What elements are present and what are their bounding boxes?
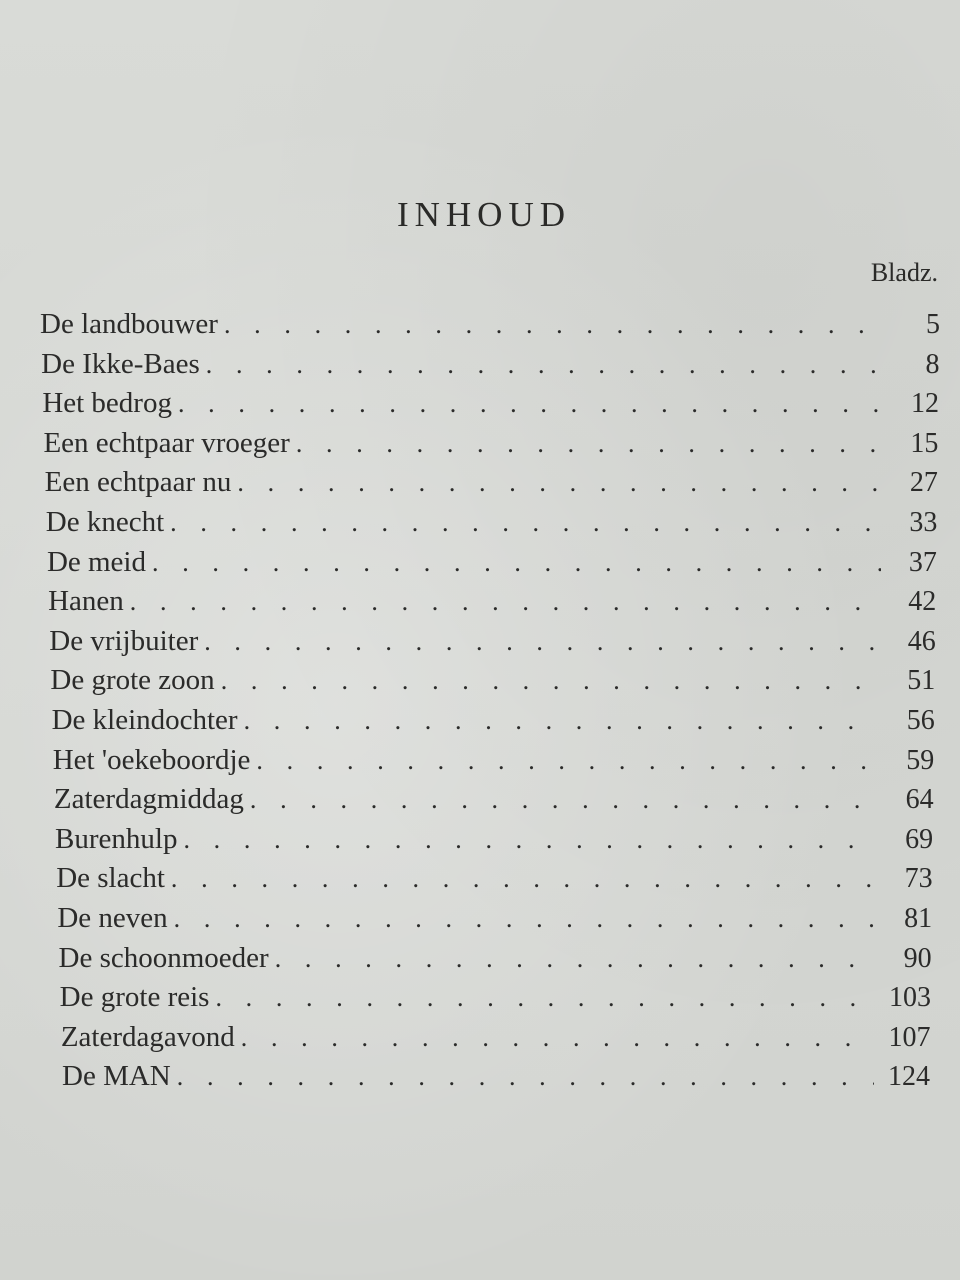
toc-entry [56, 862, 932, 902]
dot-leader [174, 904, 876, 934]
dot-leader [130, 587, 881, 617]
toc-entry-title: De knecht [45, 506, 165, 538]
toc-entry [62, 1060, 930, 1100]
toc-entry-title: Zaterdagmiddag [53, 783, 244, 816]
toc-entry [49, 625, 936, 665]
dot-leader [204, 627, 880, 657]
toc-entry [41, 348, 939, 388]
toc-entry [53, 744, 934, 784]
toc-entry-page: 5 [926, 309, 940, 340]
toc-entry-title: Hanen [48, 585, 124, 618]
dot-leader [256, 746, 878, 776]
dot-leader [224, 310, 884, 340]
toc-entry-page: 12 [910, 388, 939, 420]
toc-entry-page: 81 [904, 903, 933, 934]
toc-entry-page: 107 [888, 1021, 931, 1053]
toc-entry-title: Het bedrog [42, 387, 172, 420]
dot-leader [237, 468, 881, 498]
toc-entry [42, 387, 939, 427]
dot-leader [183, 825, 877, 855]
toc-entry-title: De meid [46, 545, 146, 578]
toc-entry [43, 427, 938, 467]
toc-entry-page: 59 [906, 744, 935, 776]
dot-leader [171, 864, 877, 894]
toc-entry-page: 8 [925, 348, 940, 380]
dot-leader [275, 944, 876, 974]
toc-entry-title: Een echtpaar vroeger [43, 426, 290, 459]
toc-entry-title: Het 'oekeboordje [52, 743, 251, 776]
toc-entry-page: 51 [907, 665, 936, 697]
toc-entry [54, 783, 934, 823]
toc-entry-page: 56 [906, 705, 935, 736]
toc-entry [57, 902, 932, 942]
dot-leader [152, 548, 881, 578]
dot-leader [178, 389, 883, 419]
dot-leader [250, 785, 878, 815]
toc-entry-title: Zaterdagavond [60, 1020, 235, 1053]
toc-entry-page: 27 [909, 467, 938, 499]
toc-entry-title: Burenhulp [55, 822, 178, 855]
toc-entry-page: 33 [909, 507, 938, 538]
toc-entry-page: 69 [905, 823, 934, 855]
dot-leader [241, 1023, 875, 1053]
page-column-label: Bladz. [870, 258, 938, 287]
toc-entry [47, 546, 937, 586]
toc-entry [59, 942, 932, 982]
toc-entry-page: 37 [908, 546, 937, 578]
toc-entry-title: De Ikke-Baes [41, 347, 200, 380]
toc-entry-page: 73 [904, 863, 933, 895]
toc-entry-title: Een echtpaar nu [44, 466, 232, 499]
dot-leader [215, 983, 875, 1013]
dot-leader [244, 706, 879, 736]
toc-entry-title: De kleindochter [51, 704, 238, 736]
toc-entry [50, 664, 935, 704]
toc-entry-title: De landbouwer [40, 308, 218, 340]
dot-leader [296, 429, 883, 459]
toc-entry-title: De neven [57, 902, 168, 934]
toc-entry [40, 308, 940, 348]
toc-entry-title: De grote zoon [50, 664, 215, 697]
toc-entry-title: De vrijbuiter [49, 624, 199, 657]
dot-leader [206, 350, 884, 380]
toc-entry [45, 466, 938, 506]
toc-entry-title: De slacht [56, 862, 165, 895]
toc-entry [52, 704, 935, 744]
page-title: INHOUD [396, 195, 572, 234]
toc-entry [60, 981, 931, 1021]
toc-entry-page: 90 [903, 942, 932, 974]
toc-entry-page: 124 [888, 1061, 930, 1093]
toc-entry [55, 823, 933, 863]
toc-entry-page: 46 [907, 625, 936, 657]
toc-entry [61, 1021, 931, 1061]
toc-entry-page: 103 [889, 982, 932, 1014]
dot-leader [170, 508, 881, 538]
dot-leader [221, 666, 880, 696]
toc-entry-title: De MAN [62, 1060, 171, 1093]
toc-entry-page: 15 [910, 427, 939, 459]
toc-entry [48, 585, 936, 625]
toc-entry [46, 506, 938, 546]
toc-entry-page: 64 [905, 784, 934, 816]
toc-entry-page: 42 [908, 586, 937, 618]
toc-entry-title: De schoonmoeder [58, 941, 269, 974]
toc-entry-title: De grote reis [59, 981, 210, 1014]
dot-leader [177, 1062, 874, 1092]
